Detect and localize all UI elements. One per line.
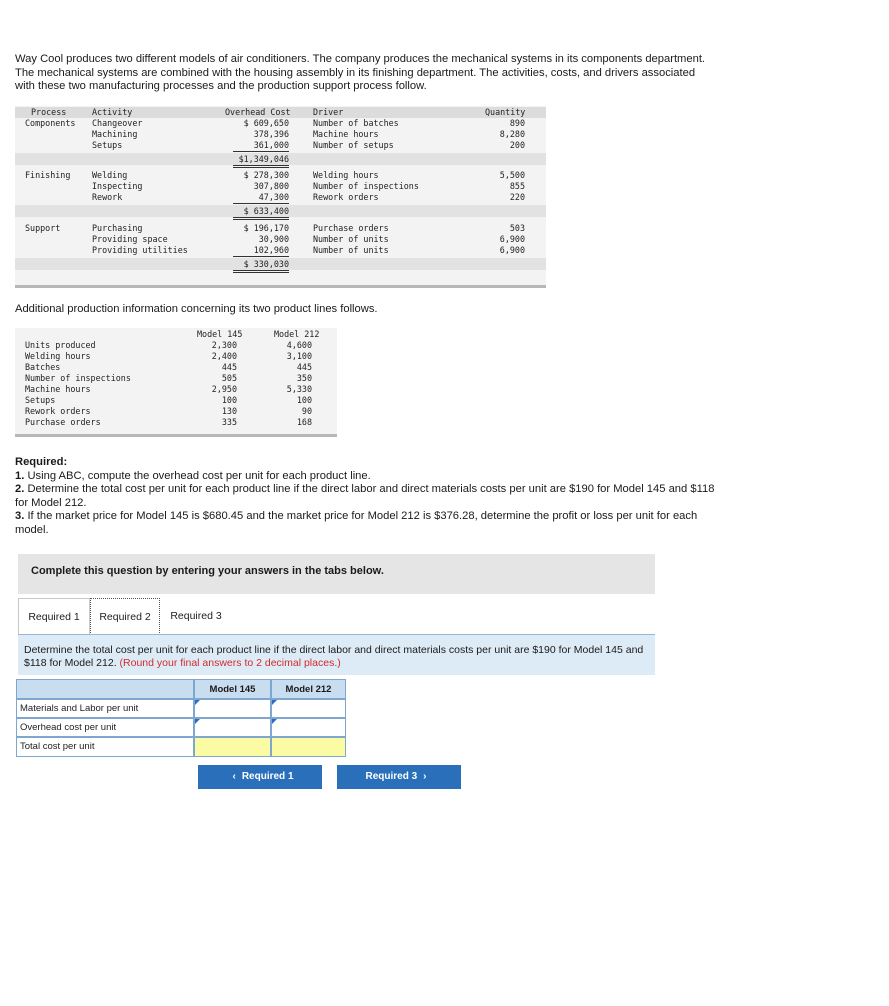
question-box (18, 634, 655, 675)
driver-quantity: 855 (509, 181, 525, 191)
additional-intro: Additional production information concerning its two product lines follows. (15, 303, 378, 315)
prev-button[interactable]: ‹ Required 1 (198, 765, 322, 789)
activity-cost: $ 278,300 (243, 170, 289, 180)
instruction-banner: Complete this question by entering your answers in the tabs below. (18, 554, 655, 594)
driver-quantity: 6,900 (499, 234, 525, 244)
model-145-value: 335 (221, 417, 237, 427)
activity-cost: 378,396 (253, 129, 289, 139)
table-row (15, 373, 337, 384)
driver-quantity: 8,280 (499, 129, 525, 139)
production-label: Batches (25, 362, 61, 372)
tab-required-1[interactable]: Required 1 (18, 598, 90, 635)
header-driver: Driver (313, 107, 344, 117)
activity-name: Purchasing (92, 223, 143, 233)
activity-name: Setups (92, 140, 123, 150)
model-145-value: 2,300 (211, 340, 237, 350)
process-support: Support (25, 223, 61, 233)
model-145-value: 100 (221, 395, 237, 405)
model-145-value: 445 (221, 362, 237, 372)
grid-col-model-145: Model 145 (194, 679, 271, 699)
driver-quantity: 5,500 (499, 170, 525, 180)
driver-name: Welding hours (313, 170, 379, 180)
row-label-materials-labor: Materials and Labor per unit (16, 699, 194, 718)
table-row (15, 340, 337, 351)
table-row (15, 406, 337, 417)
input-overhead-145[interactable] (194, 718, 271, 737)
production-label: Number of inspections (25, 373, 131, 383)
production-label: Welding hours (25, 351, 91, 361)
table-row (15, 362, 337, 373)
header-overhead: Overhead Cost (225, 107, 291, 117)
production-label: Rework orders (25, 406, 91, 416)
chevron-left-icon: ‹ (232, 771, 236, 782)
tab-required-2[interactable]: Required 2 (90, 598, 160, 635)
model-212-value: 90 (301, 406, 312, 416)
total-cost-212 (271, 737, 346, 757)
header-process: Process (31, 107, 67, 117)
support-total: $ 330,030 (233, 259, 289, 273)
activity-name: Welding (92, 170, 128, 180)
activity-cost: 102,960 (233, 245, 289, 257)
overhead-212-field[interactable] (272, 719, 345, 736)
activity-name: Inspecting (92, 181, 143, 191)
activity-cost: $ 196,170 (243, 223, 289, 233)
input-overhead-212[interactable] (271, 718, 346, 737)
model-145-value: 2,400 (211, 351, 237, 361)
activity-cost: $ 609,650 (243, 118, 289, 128)
driver-name: Number of inspections (313, 181, 419, 191)
activity-cost-table (15, 106, 546, 288)
header-activity: Activity (92, 107, 133, 117)
production-label: Units produced (25, 340, 96, 350)
model-212-value: 5,330 (286, 384, 312, 394)
model-145-value: 505 (221, 373, 237, 383)
process-components: Components (25, 118, 76, 128)
question-text: Determine the total cost per unit for each product line if the direct labor and direct materials costs per unit are $190 for Model 145 and $118 for Model 212. (24, 644, 644, 669)
finishing-total: $ 633,400 (233, 206, 289, 220)
required-item-1: 1. Using ABC, compute the overhead cost per unit for each product line. (15, 469, 371, 482)
total-cost-145 (194, 737, 271, 757)
overhead-145-field[interactable] (195, 719, 270, 736)
activity-cost: 361,000 (233, 140, 289, 152)
model-212-value: 3,100 (286, 351, 312, 361)
required-heading: Required: (15, 456, 68, 468)
chevron-right-icon: › (423, 771, 427, 782)
row-label-total-cost: Total cost per unit (16, 737, 194, 757)
grid-col-model-212: Model 212 (271, 679, 346, 699)
driver-name: Purchase orders (313, 223, 389, 233)
input-materials-labor-145[interactable] (194, 699, 271, 718)
production-label: Setups (25, 395, 56, 405)
driver-name: Number of units (313, 245, 389, 255)
model-145-value: 2,950 (211, 384, 237, 394)
problem-intro: Way Cool produces two different models of air conditioners. The company produces the mechanical systems in its components department. The mechanical systems are combined with the housing assembly in its finishing department. The activities, costs, and drivers associated with these two manufacturing processes and the production support process follow. (15, 53, 706, 93)
required-section (15, 456, 715, 538)
col-model-145: Model 145 (197, 329, 243, 339)
activity-name: Providing space (92, 234, 168, 244)
activity-cost: 307,800 (253, 181, 289, 191)
table-row (15, 351, 337, 362)
production-label: Machine hours (25, 384, 91, 394)
required-item-2: 2. Determine the total cost per unit for each product line if the direct labor and direct materials costs per unit are $190 for Model 145 and $118 for Model 212. (15, 483, 715, 509)
grid-corner (16, 679, 194, 699)
model-212-value: 100 (296, 395, 312, 405)
next-button[interactable]: Required 3 › (337, 765, 461, 789)
components-total: $1,349,046 (233, 154, 289, 168)
materials-labor-145-field[interactable] (195, 700, 270, 717)
driver-quantity: 220 (509, 192, 525, 202)
activity-name: Machining (92, 129, 138, 139)
process-finishing: Finishing (25, 170, 71, 180)
driver-name: Rework orders (313, 192, 379, 202)
activity-name: Providing utilities (92, 245, 188, 255)
activity-cost: 30,900 (258, 234, 289, 244)
input-materials-labor-212[interactable] (271, 699, 346, 718)
table-row (15, 384, 337, 395)
driver-name: Number of units (313, 234, 389, 244)
required-item-3: 3. If the market price for Model 145 is $680.45 and the market price for Model 212 is $376.28, determine the profit or loss per unit for each model. (15, 510, 698, 536)
col-model-212: Model 212 (274, 329, 320, 339)
driver-quantity: 6,900 (499, 245, 525, 255)
driver-name: Number of batches (313, 118, 399, 128)
model-212-value: 4,600 (286, 340, 312, 350)
tab-required-3[interactable]: Required 3 (170, 610, 222, 622)
table-row (15, 395, 337, 406)
driver-quantity: 503 (509, 223, 525, 233)
driver-quantity: 890 (509, 118, 525, 128)
driver-quantity: 200 (509, 140, 525, 150)
activity-cost: 47,300 (233, 192, 289, 204)
activity-name: Changeover (92, 118, 143, 128)
model-212-value: 445 (296, 362, 312, 372)
model-212-value: 168 (296, 417, 312, 427)
row-label-overhead: Overhead cost per unit (16, 718, 194, 737)
materials-labor-212-field[interactable] (272, 700, 345, 717)
table-row (15, 417, 337, 428)
header-quantity: Quantity (485, 107, 526, 117)
production-label: Purchase orders (25, 417, 101, 427)
model-145-value: 130 (221, 406, 237, 416)
rounding-note: (Round your final answers to 2 decimal places.) (119, 656, 341, 669)
model-212-value: 350 (296, 373, 312, 383)
production-rows (15, 340, 337, 428)
driver-name: Machine hours (313, 129, 379, 139)
activity-name: Rework (92, 192, 123, 202)
driver-name: Number of setups (313, 140, 394, 150)
